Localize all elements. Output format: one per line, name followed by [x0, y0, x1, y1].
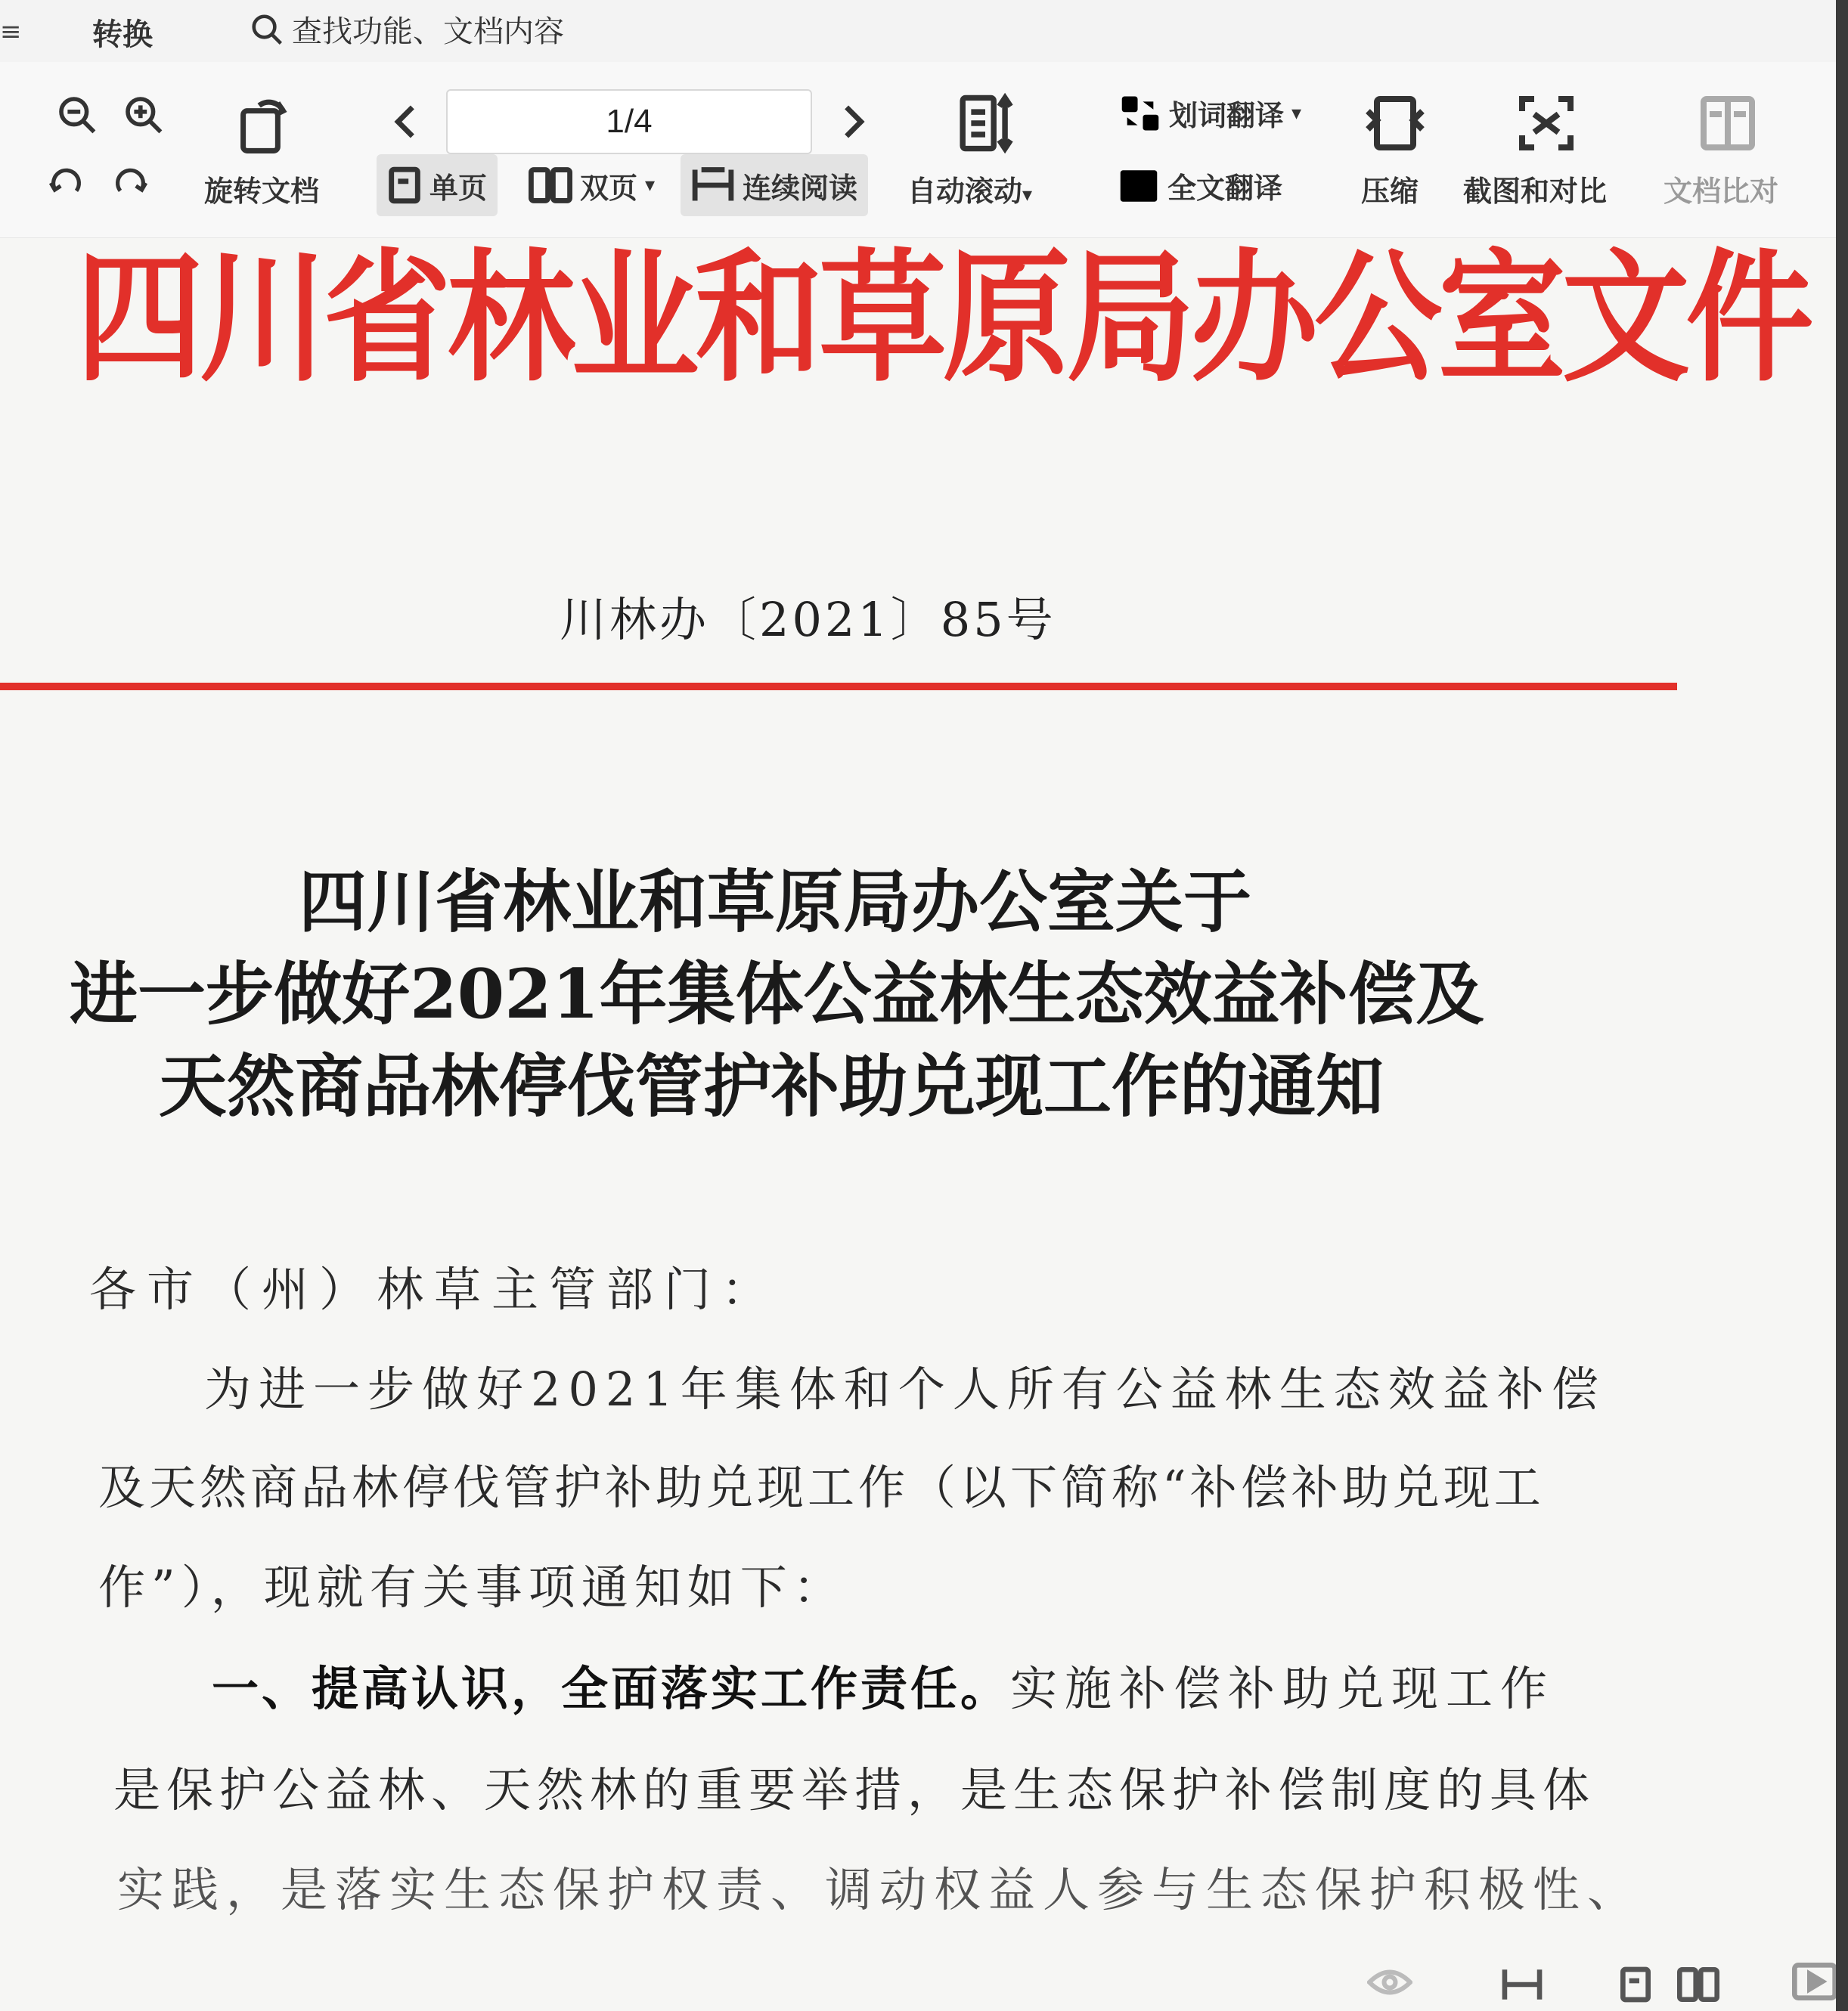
red-divider-line: [0, 683, 1677, 690]
section-1-line-3: 实践，是落实生态保护权责、调动权益人参与生态保护积极性、: [117, 1862, 1642, 1917]
page-indicator[interactable]: 1/4: [446, 89, 812, 154]
rotate-document-icon[interactable]: [227, 89, 299, 162]
menu-bar: [0, 0, 1848, 63]
toolbar: [0, 62, 1848, 238]
section-1-line-1: [212, 1651, 1555, 1718]
chevron-down-icon: ▾: [1291, 101, 1302, 125]
rotate-left-icon[interactable]: [42, 159, 91, 207]
section-1-line-2: 是保护公益林、天然林的重要举措，是生态保护补偿制度的具体: [113, 1762, 1596, 1817]
search-label: 查找功能、文档内容: [292, 14, 564, 49]
single-page-label: 单页: [429, 171, 488, 205]
zoom-in-icon[interactable]: [119, 91, 168, 139]
doc-compare-label[interactable]: 文档比对: [1664, 175, 1779, 208]
search-icon: [250, 12, 284, 47]
single-page-button[interactable]: [377, 154, 498, 216]
section-1-heading: 一、提高认识，全面落实工作责任。: [212, 1661, 1011, 1716]
menu-edge-icon[interactable]: ≡: [0, 17, 22, 47]
document-title-line-2: 进一步做好2021年集体公益林生态效益补偿及: [70, 954, 1484, 1034]
next-page-icon[interactable]: [832, 95, 877, 148]
auto-scroll-button[interactable]: [907, 168, 1032, 209]
search-box[interactable]: [250, 8, 564, 51]
translate-icon: [1119, 94, 1161, 133]
zoom-out-icon[interactable]: [53, 91, 101, 139]
prev-page-icon[interactable]: [382, 95, 427, 148]
full-translate-button[interactable]: [1118, 165, 1282, 206]
full-translate-icon: [1118, 166, 1160, 206]
compress-icon[interactable]: [1361, 89, 1429, 157]
compress-label[interactable]: 压缩: [1361, 175, 1419, 208]
continuous-read-status-icon[interactable]: [1501, 1966, 1543, 2006]
continuous-read-label: 连续阅读: [743, 171, 858, 205]
chevron-down-icon: ▾: [1022, 184, 1033, 206]
window-edge: [1836, 0, 1848, 2011]
double-page-icon: [529, 166, 572, 205]
paragraph-1-line-1: 为进一步做好2021年集体和个人所有公益林生态效益补偿: [204, 1362, 1606, 1417]
document-red-header: 四川省林业和草原局办公室文件: [76, 234, 1810, 401]
play-icon[interactable]: [1792, 1963, 1837, 2003]
continuous-read-icon: [691, 166, 735, 205]
word-translate-button[interactable]: [1119, 92, 1301, 134]
continuous-read-button[interactable]: [681, 154, 868, 216]
auto-scroll-label: 自动滚动: [907, 175, 1023, 208]
screenshot-compare-label[interactable]: 截图和对比: [1463, 175, 1608, 208]
double-page-status-icon[interactable]: [1677, 1966, 1719, 2006]
doc-compare-icon[interactable]: [1694, 89, 1762, 157]
auto-scroll-icon[interactable]: [951, 89, 1019, 157]
document-title-line-1: 四川省林业和草原局办公室关于: [299, 862, 1251, 942]
single-page-status-icon[interactable]: [1618, 1966, 1653, 2006]
double-page-button[interactable]: [518, 154, 665, 216]
screenshot-compare-icon[interactable]: [1512, 89, 1580, 157]
double-page-label: 双页: [580, 171, 638, 205]
salutation: 各市（州）林草主管部门：: [89, 1262, 780, 1317]
chevron-down-icon: ▾: [645, 174, 656, 197]
tab-convert[interactable]: 转换: [92, 17, 153, 52]
document-title-line-3: 天然商品林停伐管护补助兑现工作的通知: [159, 1046, 1384, 1126]
word-translate-label: 划词翻译: [1169, 99, 1285, 132]
section-1-line-1-rest: 实施补偿补助兑现工作: [1010, 1661, 1555, 1716]
paragraph-1-line-2: 及天然商品林停伐管护补助兑现工作（以下简称“补偿补助兑现工: [98, 1460, 1545, 1515]
paragraph-1-line-3: 作”），现就有关事项通知如下：: [98, 1560, 846, 1615]
full-translate-label: 全文翻译: [1167, 172, 1283, 205]
document-number: 川林办〔2021〕85号: [560, 592, 1056, 647]
single-page-icon: [387, 166, 422, 205]
rotate-right-icon[interactable]: [106, 159, 154, 207]
eye-icon[interactable]: [1367, 1966, 1412, 2002]
rotate-document-label[interactable]: 旋转文档: [204, 175, 320, 208]
